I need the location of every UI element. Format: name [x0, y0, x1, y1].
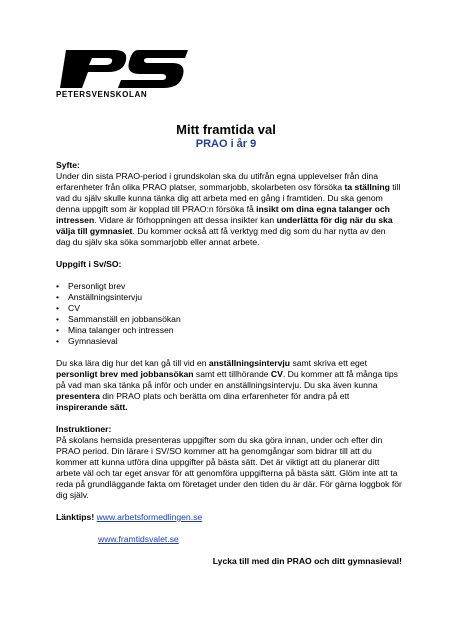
- bold-run: anställningsintervju: [208, 358, 291, 368]
- bold-run: personligt brev med jobbansökan: [56, 369, 194, 379]
- text-run: din PRAO plats och berätta om dina erfarenheter för andra på ett: [99, 391, 350, 401]
- text-run: till vad du själv skulle kunna tänka dig att arbeta med en gång i framtiden. Du ska genom denna uppgift som är kopplad till PRAO:n försöka få: [56, 182, 401, 214]
- list-item: • Mina talanger och intressen: [68, 325, 402, 336]
- links-label: Länktips!: [56, 512, 95, 522]
- syfte-paragraph: [56, 171, 402, 248]
- uppgift-heading: Uppgift i Sv/SO:: [56, 259, 122, 269]
- uppgift-section: [56, 259, 402, 347]
- bold-run: presentera: [56, 391, 100, 401]
- ps-logo-icon: [56, 46, 190, 90]
- links-section: [56, 512, 402, 545]
- instruktioner-paragraph: På skolans hemsida presenteras uppgifter som du ska göra innan, under och efter din PRAO period. Din lärare i SV/SO kommer att ha genomgångar som bidrar till att du kommer att kunna utföra dina uppgifter på bästa sätt. Det är viktigt att du planerar ditt arbete väl och tar eget ansvar för att genomföra uppgifterna på bästa sätt. Glöm inte att ta reda på grundläggande fakta om företaget under den tiden du är där. För gärna loggbok för dig själv.: [56, 435, 402, 500]
- list-item: • Anställningsintervju: [68, 292, 402, 303]
- instruktioner-heading: Instruktioner:: [56, 424, 112, 434]
- link-arbetsformedlingen[interactable]: www.arbetsformedlingen.se: [96, 512, 203, 522]
- link-framtidsvalet[interactable]: www.framtidsvalet.se: [98, 534, 179, 544]
- list-item: • Sammanställ en jobbansökan: [68, 314, 402, 325]
- bold-run: ta ställning: [344, 182, 390, 192]
- document-body: [56, 160, 402, 578]
- bold-run: underlätta för dig när du ska välja till gymnasiet: [56, 215, 393, 236]
- links-line-2: [56, 534, 402, 545]
- page-subtitle: PRAO i år 9: [195, 138, 257, 150]
- list-item: • Personligt brev: [68, 281, 402, 292]
- text-run: . Vidare är förhoppningen att dessa insikter kan: [94, 215, 277, 225]
- bold-run: inspirerande sätt.: [56, 402, 128, 412]
- bold-run: CV: [270, 369, 283, 379]
- text-run: . Du kommer också att få verktyg med dig som du har nytta av den dag du själv ska söka sommarjobb eller annat arbete.: [56, 226, 386, 247]
- bold-run: insikt om dina egna talanger och intressen: [56, 204, 390, 225]
- list-item: • Gymnasieval: [68, 336, 402, 347]
- text-run: Du ska lära dig hur det kan gå till vid en: [56, 358, 209, 368]
- interview-paragraph: [56, 358, 402, 413]
- closing-line: Lycka till med din PRAO och ditt gymnasieval!: [212, 556, 402, 566]
- school-logo: [56, 46, 190, 104]
- syfte-section: [56, 160, 402, 248]
- text-run: Under din sista PRAO-period i grundskolan ska du utifrån egna upplevelser från dina erfarenheter från olika PRAO platser, sommarjobb, skolarbeten osv försöka: [56, 171, 378, 192]
- text-run: samt skriva ett eget: [290, 358, 367, 368]
- list-item: • CV: [68, 303, 402, 314]
- text-run: samt ett tillhörande: [193, 369, 271, 379]
- text-run: . Du kommer att få många tips på vad man ska tänka på inför och under en anställningsintervju. Du ska även kunna: [56, 369, 398, 390]
- syfte-heading: Syfte:: [56, 160, 80, 170]
- links-line-1: [56, 512, 402, 523]
- instruktioner-section: [56, 424, 402, 501]
- school-name: PETERSVENSKOLAN: [56, 90, 148, 99]
- page-title: Mitt framtida val: [176, 122, 276, 137]
- uppgift-list: [56, 281, 402, 347]
